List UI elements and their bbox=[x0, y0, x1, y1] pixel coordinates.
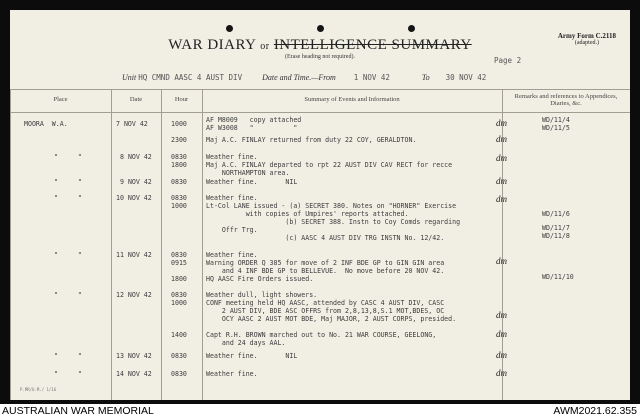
entry-line: OCY AASC 2 AUST MOT BDE, Maj MAJOR, 2 AUST CORPS, presided. bbox=[206, 315, 457, 323]
entry-line: 2 AUST DIV, BDE ASC OFFRS from 2,8,13,8,S.1 MOT,BDES, OC bbox=[206, 307, 445, 315]
entry-hour: 1000 bbox=[171, 202, 187, 210]
title-war-diary: WAR DIARY bbox=[168, 37, 256, 53]
officer-initial: dm bbox=[496, 310, 507, 320]
entry-place: " " bbox=[54, 153, 82, 161]
printer-imprint: P.MR/U.M./ 1/16 bbox=[20, 387, 57, 392]
remark-ref: WD/11/6 bbox=[542, 210, 570, 218]
entry-hour: 0915 bbox=[171, 259, 187, 267]
unit-value: HQ CMND AASC 4 AUST DIV bbox=[138, 73, 243, 82]
entry-line: Weather fine. bbox=[206, 153, 258, 161]
entry-hour: 1400 bbox=[171, 331, 187, 339]
officer-initial: dm bbox=[496, 368, 507, 378]
diary-page bbox=[10, 10, 630, 400]
entry-line: Offr Trg. bbox=[206, 226, 258, 234]
entry-line: AF W3008 " " bbox=[206, 124, 298, 132]
entry-line: (b) SECRET 388. Instn to Coy Comds regarding bbox=[206, 218, 461, 226]
entry-hour: 0830 bbox=[171, 178, 187, 186]
entry-hour: 1000 bbox=[171, 299, 187, 307]
entry-line: Weather fine. bbox=[206, 370, 258, 378]
entry-line: NORTHAMPTON area. bbox=[206, 169, 290, 177]
remark-ref: WD/11/7 bbox=[542, 224, 570, 232]
entry-line: Weather fine. NIL bbox=[206, 352, 298, 360]
entry-date: 7 NOV 42 bbox=[116, 120, 148, 128]
entry-hour: 2300 bbox=[171, 136, 187, 144]
col-header-hour: Hour bbox=[174, 96, 189, 104]
form-subtitle: (Erase heading not required). bbox=[285, 54, 355, 60]
entry-line: Weather fine. NIL bbox=[206, 178, 298, 186]
entry-line: and 24 days AAL. bbox=[206, 339, 286, 347]
punch-hole bbox=[317, 25, 324, 32]
col-header-date: Date bbox=[129, 96, 143, 104]
entry-line: Maj A.C. FINLAY departed to rpt 22 AUST DIV CAV RECT for recce bbox=[206, 161, 453, 169]
entry-hour: 0830 bbox=[171, 251, 187, 259]
entry-place: " " bbox=[54, 194, 82, 202]
officer-initial: dm bbox=[496, 134, 507, 144]
punch-hole bbox=[226, 25, 233, 32]
archive-caption: AUSTRALIAN WAR MEMORIAL bbox=[2, 405, 154, 417]
army-form-number: Army Form C.2118 (adapted.) bbox=[557, 32, 616, 46]
punch-hole bbox=[408, 25, 415, 32]
entry-line: Weather dull, light showers. bbox=[206, 291, 318, 299]
entry-line: Weather fine. bbox=[206, 251, 258, 259]
entry-hour: 1800 bbox=[171, 161, 187, 169]
entry-place: " " bbox=[54, 370, 82, 378]
entry-line: HQ AASC Fire Orders issued. bbox=[206, 275, 314, 283]
entry-date: 12 NOV 42 bbox=[116, 291, 152, 299]
entry-date: 10 NOV 42 bbox=[116, 194, 152, 202]
officer-initial: dm bbox=[496, 194, 507, 204]
entry-line: Weather fine. bbox=[206, 194, 258, 202]
entry-hour: 0830 bbox=[171, 153, 187, 161]
entry-line: Lt-Col LANE issued - (a) SECRET 380. Notes on "HORNER" Exercise bbox=[206, 202, 457, 210]
entry-place: " " bbox=[54, 251, 82, 259]
entry-date: 11 NOV 42 bbox=[116, 251, 152, 259]
entry-line: with copies of Umpires' reports attached. bbox=[206, 210, 409, 218]
col-header-remarks: Remarks and references to Appendices, Diaries, &c. bbox=[514, 92, 618, 107]
unit-line: Unit HQ CMND AASC 4 AUST DIV Date and Time.—From 1 NOV 42 To 30 NOV 42 bbox=[122, 73, 487, 82]
entry-hour: 0830 bbox=[171, 352, 187, 360]
entry-place: " " bbox=[54, 352, 82, 360]
officer-initial: dm bbox=[496, 329, 507, 339]
entry-line: Capt R.H. BROWN marched out to No. 21 WAR COURSE, GEELONG, bbox=[206, 331, 437, 339]
col-header-place: Place bbox=[53, 96, 68, 104]
title-intelligence-summary: INTELLIGENCE SUMMARY bbox=[273, 37, 472, 53]
officer-initial: dm bbox=[496, 153, 507, 163]
entry-hour: 0830 bbox=[171, 194, 187, 202]
entry-line: Warning ORDER Q 385 for move of 2 INF BDE GP to GIN GIN area bbox=[206, 259, 445, 267]
date-from: 1 NOV 42 bbox=[353, 73, 390, 82]
remark-ref: WD/11/4 bbox=[542, 116, 570, 124]
entry-date: 8 NOV 42 bbox=[120, 153, 152, 161]
entry-place: " " bbox=[54, 291, 82, 299]
officer-initial: dm bbox=[496, 256, 507, 266]
entry-date: 9 NOV 42 bbox=[120, 178, 152, 186]
archive-reference: AWM2021.62.355 bbox=[553, 405, 637, 417]
remark-ref: WD/11/10 bbox=[542, 273, 574, 281]
table-header-rule bbox=[10, 112, 630, 113]
entry-place: MOORA W.A. bbox=[24, 120, 68, 128]
entry-hour: 1000 bbox=[171, 120, 187, 128]
entry-line: Maj A.C. FINLAY returned from duty 22 COY, GERALDTON. bbox=[206, 136, 417, 144]
entry-line: CONF meeting held HQ AASC, attended by CASC 4 AUST DIV, CASC bbox=[206, 299, 445, 307]
entry-hour: 0830 bbox=[171, 291, 187, 299]
entry-hour: 0830 bbox=[171, 370, 187, 378]
entry-place: " " bbox=[54, 178, 82, 186]
date-to: 30 NOV 42 bbox=[445, 73, 487, 82]
entry-line: AF M8009 copy attached bbox=[206, 116, 302, 124]
officer-initial: dm bbox=[496, 118, 507, 128]
form-title: WAR DIARY or INTELLIGENCE SUMMARY bbox=[168, 37, 472, 53]
page-number: Page 2 bbox=[494, 56, 522, 65]
entry-date: 14 NOV 42 bbox=[116, 370, 152, 378]
col-header-summary: Summary of Events and Information bbox=[304, 96, 400, 104]
remark-ref: WD/11/8 bbox=[542, 232, 570, 240]
entry-date: 13 NOV 42 bbox=[116, 352, 152, 360]
officer-initial: dm bbox=[496, 350, 507, 360]
remark-ref: WD/11/5 bbox=[542, 124, 570, 132]
entry-line: and 4 INF BDE GP to BELLEVUE. No move before 20 NOV 42. bbox=[206, 267, 445, 275]
entry-line: (c) AASC 4 AUST DIV TRG INSTN No. 12/42. bbox=[206, 234, 445, 242]
officer-initial: dm bbox=[496, 176, 507, 186]
entry-hour: 1800 bbox=[171, 275, 187, 283]
